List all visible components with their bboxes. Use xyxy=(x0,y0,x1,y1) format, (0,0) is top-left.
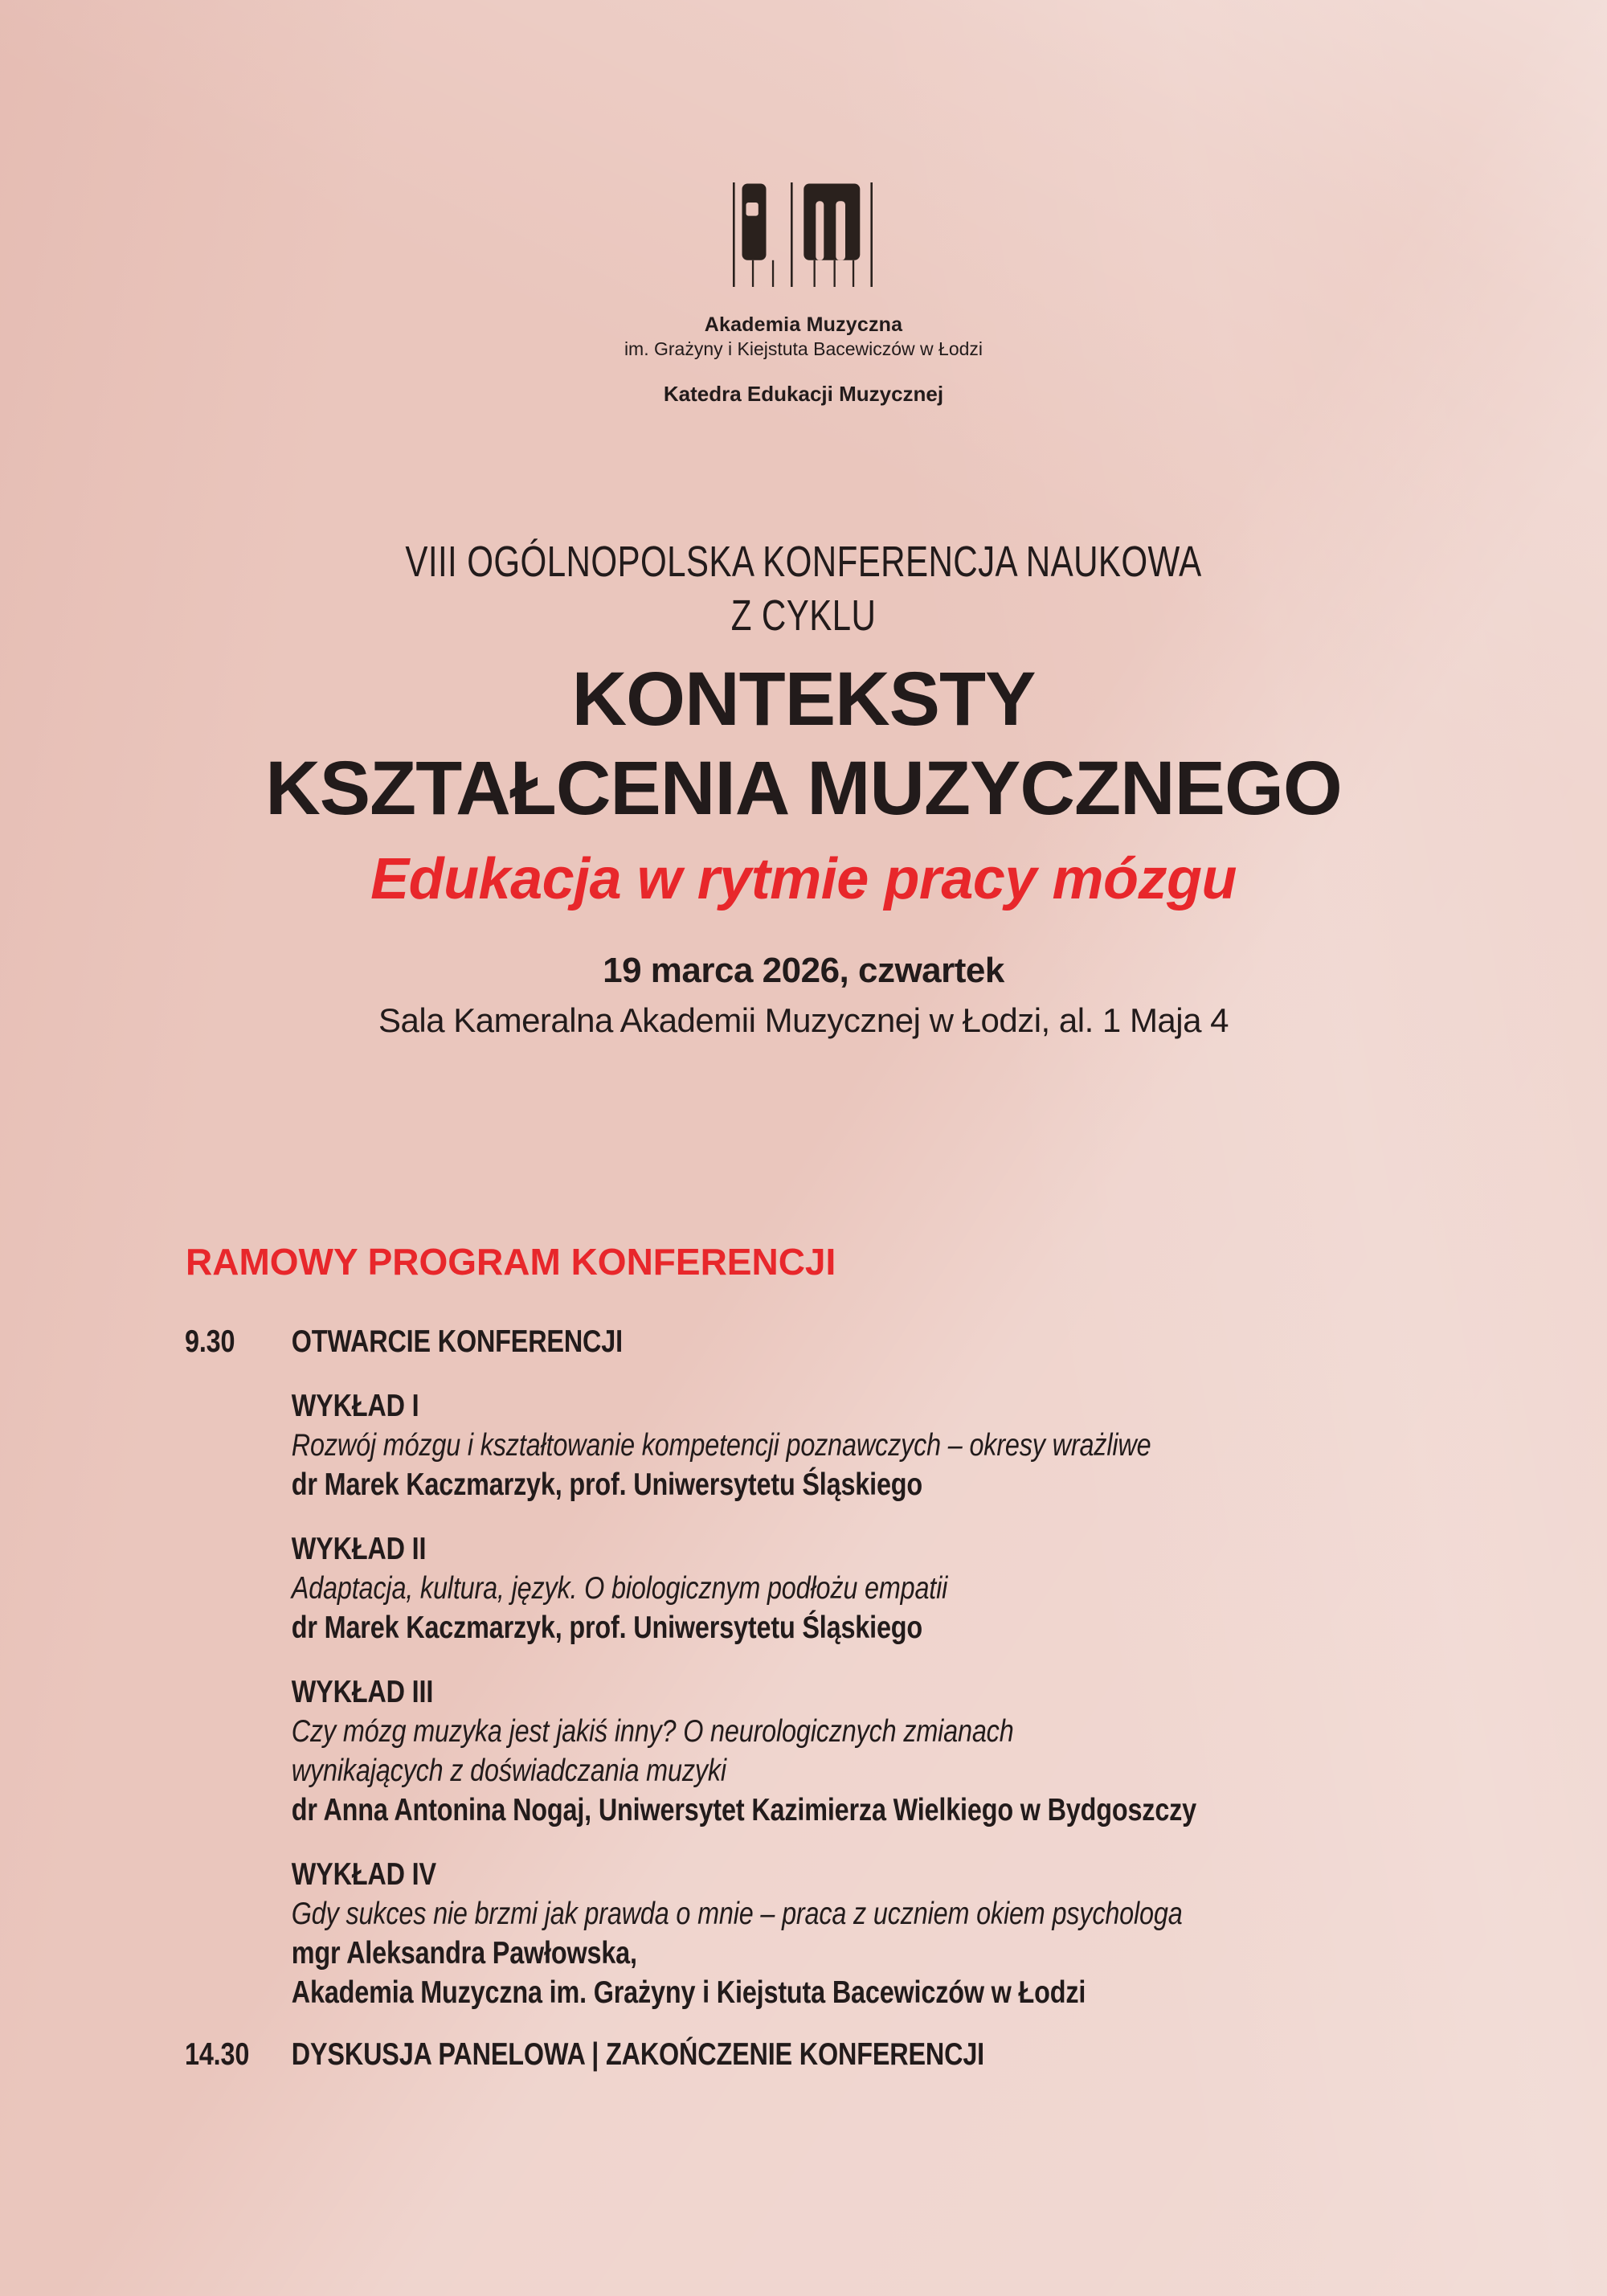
lecture-2-speaker: dr Marek Kaczmarzyk, prof. Uniwersytetu Śląskiego xyxy=(291,1610,923,1645)
lecture-4 xyxy=(292,1855,1452,2012)
lecture-2 xyxy=(292,1529,1452,1647)
lecture-3-title-line-1: Czy mózg muzyka jest jakiś inny? O neurologicznych zmianach xyxy=(291,1714,1014,1749)
program-opening-row xyxy=(185,1322,1452,1361)
lecture-1 xyxy=(292,1386,1452,1504)
lecture-3 xyxy=(292,1672,1452,1830)
title-line-2: KSZTAŁCENIA MUZYCZNEGO xyxy=(265,746,1342,831)
closing-time: 14.30 xyxy=(185,2037,250,2072)
lecture-1-label: WYKŁAD I xyxy=(291,1389,419,1423)
lecture-2-label: WYKŁAD II xyxy=(291,1532,427,1566)
opening-time: 9.30 xyxy=(185,1324,235,1359)
series-line-2: Z CYKLU xyxy=(730,591,877,640)
title-line-1: KONTEKSTY xyxy=(571,657,1036,742)
opening-title: OTWARCIE KONFERENCJI xyxy=(291,1324,623,1359)
lecture-3-label: WYKŁAD III xyxy=(291,1675,434,1709)
lecture-4-label: WYKŁAD IV xyxy=(291,1857,436,1892)
lecture-4-speaker-line-1: mgr Aleksandra Pawłowska, xyxy=(291,1936,637,1971)
institution-patron: im. Grażyny i Kiejstuta Bacewiczów w Łodzi xyxy=(624,338,983,359)
program-schedule xyxy=(185,1322,1452,2074)
lecture-3-title-line-2: wynikających z doświadczania muzyki xyxy=(291,1754,726,1788)
lecture-1-title: Rozwój mózgu i kształtowanie kompetencji poznawczych – okresy wrażliwe xyxy=(291,1428,1151,1463)
series-line-1: VIII OGÓLNOPOLSKA KONFERENCJA NAUKOWA xyxy=(405,538,1202,586)
program-heading: RAMOWY PROGRAM KONFERENCJI xyxy=(186,1241,836,1283)
closing-title: DYSKUSJA PANELOWA | ZAKOŃCZENIE KONFERENCJI xyxy=(291,2037,985,2072)
program-closing-row xyxy=(185,2035,1452,2074)
institution-name: Akademia Muzyczna xyxy=(704,313,903,336)
conference-title xyxy=(0,655,1607,833)
conference-series xyxy=(177,535,1430,643)
lecture-4-title: Gdy sukces nie brzmi jak prawda o mnie – praca z uczniem okiem psychologa xyxy=(291,1897,1183,1931)
lecture-2-title: Adaptacja, kultura, język. O biologicznym podłożu empatii xyxy=(291,1571,948,1606)
conference-subtitle: Edukacja w rytmie pracy mózgu xyxy=(370,847,1237,911)
lecture-4-speaker-line-2: Akademia Muzyczna im. Grażyny i Kiejstuta Bacewiczów w Łodzi xyxy=(291,1975,1086,2010)
lecture-1-speaker: dr Marek Kaczmarzyk, prof. Uniwersytetu Śląskiego xyxy=(291,1467,923,1502)
lecture-3-speaker: dr Anna Antonina Nogaj, Uniwersytet Kazimierza Wielkiego w Bydgoszczy xyxy=(291,1793,1197,1827)
piano-keys-am-logo xyxy=(733,182,873,287)
department-name: Katedra Edukacji Muzycznej xyxy=(663,382,944,406)
conference-venue: Sala Kameralna Akademii Muzycznej w Łodzi, al. 1 Maja 4 xyxy=(378,1001,1229,1039)
conference-date: 19 marca 2026, czwartek xyxy=(603,951,1004,990)
